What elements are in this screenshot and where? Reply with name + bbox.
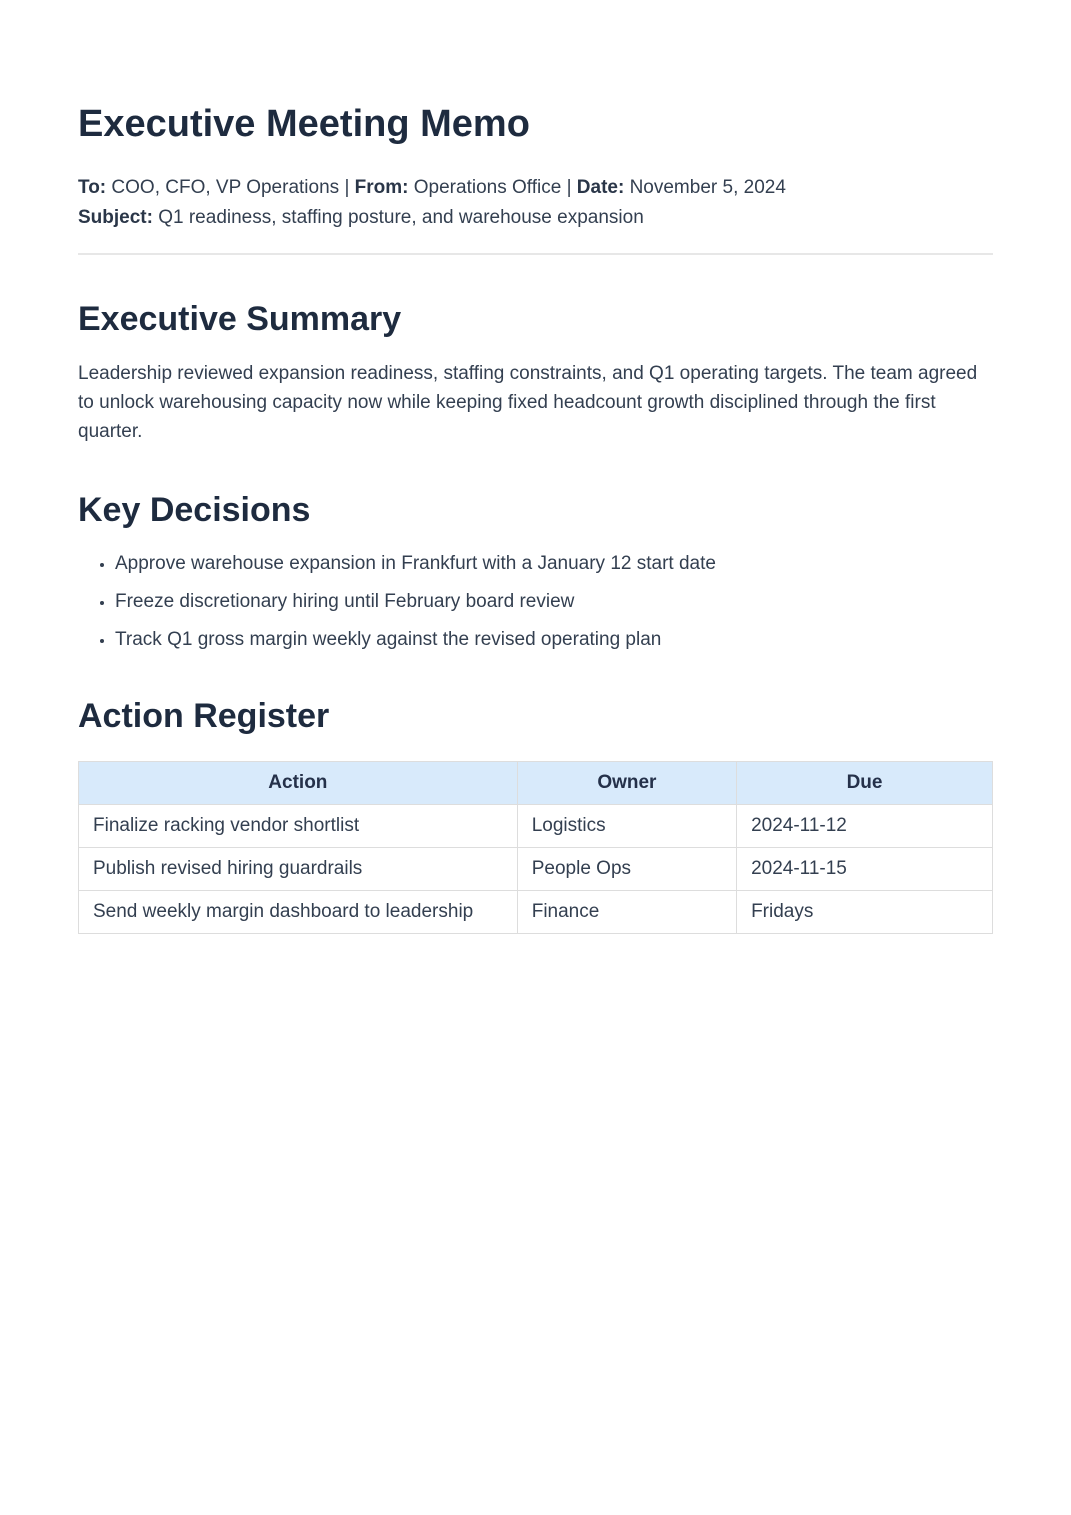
action-register-heading: Action Register xyxy=(78,697,330,736)
meta-separator: | xyxy=(344,176,350,198)
subject-value: Q1 readiness, staffing posture, and warehouse expansion xyxy=(158,206,644,228)
table-header-row xyxy=(79,762,993,805)
cell-action: Send weekly margin dashboard to leadership xyxy=(79,891,518,934)
meta-separator: | xyxy=(566,176,572,198)
column-header-owner: Owner xyxy=(517,762,736,805)
section-executive-summary xyxy=(78,299,993,447)
memo-meta-line2 xyxy=(78,203,993,233)
column-header-action: Action xyxy=(79,762,518,805)
table-body xyxy=(79,805,993,934)
executive-summary-heading: Executive Summary xyxy=(78,299,402,338)
page-title: Executive Meeting Memo xyxy=(78,103,530,145)
table-row xyxy=(79,891,993,934)
section-action-register xyxy=(78,696,993,934)
table-header xyxy=(79,762,993,805)
section-key-decisions xyxy=(78,490,993,652)
cell-action: Finalize racking vendor shortlist xyxy=(79,805,518,848)
cell-action: Publish revised hiring guardrails xyxy=(79,848,518,891)
list-item: • Track Q1 gross margin weekly against the revised operating plan xyxy=(115,627,993,652)
memo-meta-line1 xyxy=(78,173,993,203)
list-item: • Approve warehouse expansion in Frankfurt with a January 12 start date xyxy=(115,551,993,576)
table-row xyxy=(79,805,993,848)
from-label: From: xyxy=(354,176,409,198)
action-register-table xyxy=(78,761,993,934)
to-value: COO, CFO, VP Operations xyxy=(111,176,340,198)
cell-owner: Logistics xyxy=(517,805,736,848)
executive-summary-text: Leadership reviewed expansion readiness, staffing constraints, and Q1 operating targets. The team agreed to unlock warehousing capacity now while keeping fixed headcount growth disciplined through the first quarter. xyxy=(78,363,978,443)
to-label: To: xyxy=(78,176,107,198)
key-decisions-heading: Key Decisions xyxy=(78,491,311,530)
memo-meta xyxy=(78,173,993,233)
from-value: Operations Office xyxy=(413,176,562,198)
subject-label: Subject: xyxy=(78,206,153,228)
date-label: Date: xyxy=(576,176,625,198)
column-header-due: Due xyxy=(737,762,993,805)
header-divider xyxy=(78,253,993,255)
cell-owner: People Ops xyxy=(517,848,736,891)
date-value: November 5, 2024 xyxy=(629,176,786,198)
cell-due: 2024-11-15 xyxy=(737,848,993,891)
table-row xyxy=(79,848,993,891)
key-decisions-list xyxy=(78,551,993,652)
cell-owner: Finance xyxy=(517,891,736,934)
cell-due: Fridays xyxy=(737,891,993,934)
list-item: • Freeze discretionary hiring until February board review xyxy=(115,589,993,614)
cell-due: 2024-11-12 xyxy=(737,805,993,848)
